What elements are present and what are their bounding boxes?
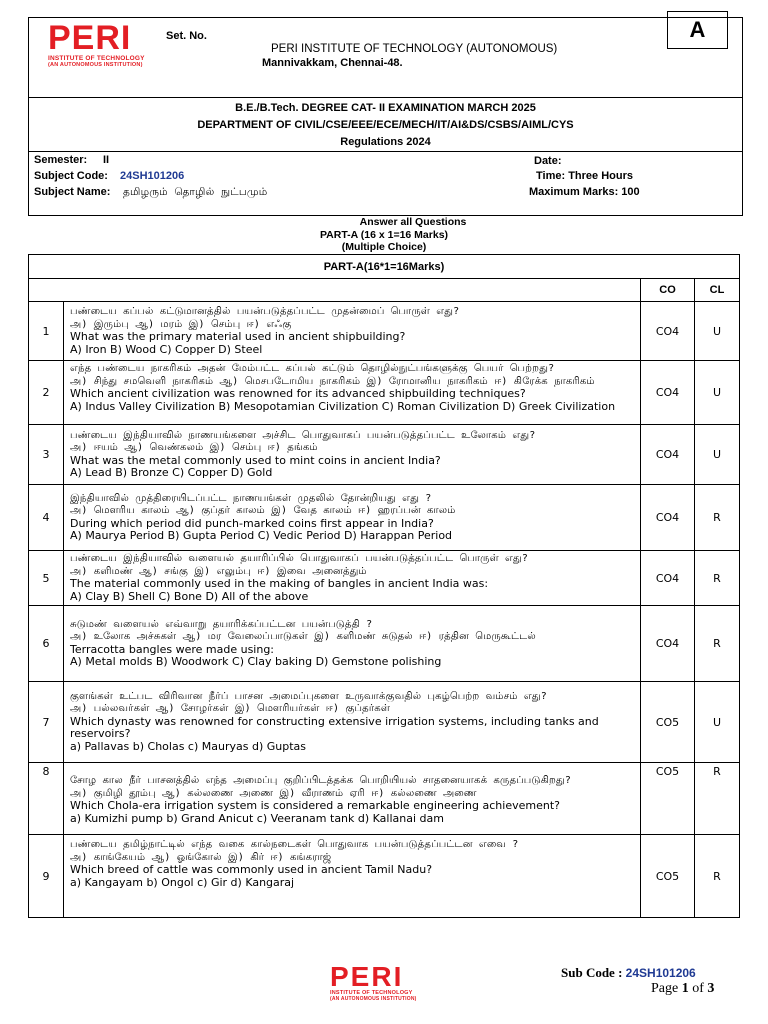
table-row	[29, 606, 740, 682]
co-value: CO5	[641, 682, 695, 763]
header-divider	[28, 151, 743, 152]
tamil-question: பண்டைய இந்தியாவில் வளையல் தயாரிப்பில் பொதுவாகப் பயன்படுத்தப்பட்ட பொருள் எது?	[70, 553, 529, 564]
max-marks-label: Maximum Marks: 100	[529, 186, 640, 198]
question-number: 7	[29, 682, 64, 763]
co-value: CO4	[641, 485, 695, 551]
english-question: The material commonly used in the making of bangles in ancient India was:	[70, 577, 489, 590]
tamil-options: அ) களிமண் ஆ) சங்கு இ) எலும்பு ஈ) இவை அனைத்தும்	[70, 565, 367, 577]
semester-value: II	[103, 154, 110, 166]
co-value: CO4	[641, 606, 695, 682]
logo-subtitle: INSTITUTE OF TECHNOLOGY	[330, 990, 413, 996]
tamil-question: எந்த பண்டைய நாகரிகம் அதன் மேம்பட்ட கப்பல் கட்டும் தொழில்நுட்பங்களுக்கு பெயர் பெற்றது?	[70, 363, 555, 374]
page-indicator	[651, 981, 714, 997]
subject-name-label: Subject Name:	[34, 186, 111, 198]
sub-code-label: Sub Code :	[561, 965, 626, 980]
english-options: A) Indus Valley Civilization B) Mesopotamian Civilization C) Roman Civilization D) Greek Civilization	[70, 399, 616, 413]
logo-wordmark: PERI	[330, 961, 404, 992]
set-letter-box: A	[667, 11, 728, 49]
question-number: 9	[29, 835, 64, 918]
english-question: During which period did punch-marked coins first appear in India?	[70, 516, 434, 530]
tamil-question: பண்டைய தமிழ்நாட்டில் எந்த வகை கால்நடைகள் பொதுவாக பயன்படுத்தப்பட்டன எவை ?	[70, 839, 519, 850]
question-number: 8	[29, 763, 64, 835]
cl-value: U	[695, 361, 740, 425]
subject-code-value: 24SH101206	[120, 170, 185, 182]
set-no-label: Set. No.	[166, 30, 207, 42]
logo-subtitle: INSTITUTE OF TECHNOLOGY	[48, 55, 145, 62]
co-value: CO5	[641, 835, 695, 918]
tamil-question: இந்தியாவில் முத்திரையிடப்பட்ட நாணயங்கள் முதலில் தோன்றியது எது ?	[70, 492, 432, 504]
table-row	[29, 763, 740, 835]
question-number: 2	[29, 361, 64, 425]
cl-value: R	[695, 835, 740, 918]
english-question: Which ancient civilization was renowned for its advanced shipbuilding techniques?	[70, 387, 526, 400]
questions-table	[28, 254, 740, 918]
page-total: 3	[707, 981, 715, 996]
tamil-options: அ) சிந்து சமவெளி நாகரிகம் ஆ) மெசபடோமிய நாகரிகம் இ) ரோமானிய நாகரிகம் ஈ) கிரேக்க நாகரிகம்	[70, 375, 595, 387]
page-number: 1	[681, 981, 689, 996]
subject-code-label: Subject Code:	[34, 170, 108, 182]
question-number: 6	[29, 606, 64, 682]
tamil-question: பண்டைய கப்பல் கட்டுமானத்தில் பயன்படுத்தப்பட்ட முதன்மைப் பொருள் எது?	[70, 306, 460, 317]
table-title: PART-A(16*1=16Marks)	[29, 255, 740, 279]
table-title-row	[29, 255, 740, 279]
tamil-question: சோழ கால நீர் பாசனத்தில் எந்த அமைப்பு குறிப்பிடத்தக்க பொறியியல் சாதனையாகக் கருதப்படுகிறது?	[70, 775, 572, 786]
question-number: 3	[29, 425, 64, 485]
tamil-options: அ) ஈயம் ஆ) வெண்கலம் இ) செம்பு ஈ) தங்கம்	[70, 442, 318, 453]
logo-tagline: (AN AUTONOMOUS INSTITUTION)	[48, 62, 143, 68]
instruction-line: Answer all Questions	[359, 216, 467, 228]
tamil-options: அ) காங்கேயம் ஆ) ஓங்கோல் இ) கிர் ஈ) கங்கராஜ்	[70, 851, 332, 863]
table-row	[29, 485, 740, 551]
english-options: a) Pallavas b) Cholas c) Mauryas d) Guptas	[70, 739, 306, 753]
question-cell	[64, 682, 641, 763]
date-label: Date:	[534, 155, 562, 167]
english-options: a) Kangayam b) Ongol c) Gir d) Kangaraj	[70, 875, 295, 889]
col-header-co: CO	[641, 279, 695, 302]
question-cell	[64, 425, 641, 485]
cl-value: R	[695, 606, 740, 682]
logo-tagline: (AN AUTONOMOUS INSTITUTION)	[330, 996, 417, 1002]
cl-value: R	[695, 763, 740, 835]
institute-name: PERI INSTITUTE OF TECHNOLOGY (AUTONOMOUS)	[271, 43, 558, 55]
co-value: CO4	[641, 425, 695, 485]
sub-code-value: 24SH101206	[625, 966, 696, 980]
english-options: A) Iron B) Wood C) Copper D) Steel	[70, 342, 263, 356]
time-label: Time: Three Hours	[536, 170, 633, 182]
table-header-row	[29, 279, 740, 302]
question-type: (Multiple Choice)	[341, 241, 427, 253]
question-cell	[64, 302, 641, 361]
footer-logo	[330, 961, 417, 1002]
table-header-blank	[29, 279, 641, 302]
department-line: DEPARTMENT OF CIVIL/CSE/EEE/ECE/MECH/IT/AI&DS/CSBS/AIML/CYS	[197, 119, 574, 131]
tamil-question: குளங்கள் உட்பட விரிவான நீர்ப் பாசன அமைப்புகளை உருவாக்குவதில் புகழ்பெற்ற வம்சம் எது?	[70, 690, 547, 702]
tamil-options: அ) இரும்பு ஆ) மரம் இ) செம்பு ஈ) எஃகு	[70, 318, 292, 330]
tamil-options: அ) பல்லவர்கள் ஆ) சோழர்கள் இ) மௌரியர்கள் ஈ) குப்தர்கள்	[70, 703, 391, 715]
question-cell	[64, 361, 641, 425]
table-row	[29, 551, 740, 606]
page-prefix: Page	[651, 981, 682, 996]
tamil-options: அ) உலோக அச்சுகள் ஆ) மர வேலைப்பாடுகள் இ) களிமண் சுடுதல் ஈ) ரத்தின மெருகூட்டல்	[70, 631, 536, 642]
english-options: a) Kumizhi pump b) Grand Anicut c) Veeranam tank d) Kallanai dam	[70, 811, 444, 825]
english-question: Which breed of cattle was commonly used in ancient Tamil Nadu?	[70, 863, 433, 876]
page-of: of	[688, 981, 708, 996]
english-options: A) Clay B) Shell C) Bone D) All of the above	[70, 589, 309, 603]
header-divider	[28, 97, 743, 98]
english-question: What was the primary material used in ancient shipbuilding?	[70, 330, 406, 343]
english-question: Which dynasty was renowned for constructing extensive irrigation systems, including tanks and reservoirs?	[70, 714, 599, 741]
english-question: Terracotta bangles were made using:	[70, 642, 275, 656]
english-options: A) Metal molds B) Woodwork C) Clay baking D) Gemstone polishing	[70, 655, 442, 668]
tamil-options: அ) மௌரிய காலம் ஆ) குப்தர் காலம் இ) வேத காலம் ஈ) ஹரப்பன் காலம்	[70, 505, 456, 516]
footer-subject-code	[561, 965, 696, 981]
regulations-line: Regulations 2024	[340, 136, 431, 148]
part-a-heading: PART-A (16 x 1=16 Marks)	[319, 229, 449, 241]
english-question: What was the metal commonly used to mint coins in ancient India?	[70, 453, 441, 467]
semester-label: Semester:	[34, 154, 88, 166]
english-options: A) Lead B) Bronze C) Copper D) Gold	[70, 466, 273, 479]
co-value: CO4	[641, 551, 695, 606]
question-number: 1	[29, 302, 64, 361]
cl-value: R	[695, 485, 740, 551]
english-question: Which Chola-era irrigation system is considered a remarkable engineering achievement?	[70, 799, 560, 812]
tamil-question: சுடுமண் வளையல் எவ்வாறு தயாரிக்கப்பட்டன பயன்படுத்தி ?	[70, 618, 373, 630]
question-number: 5	[29, 551, 64, 606]
question-cell	[64, 606, 641, 682]
exam-title: B.E./B.Tech. DEGREE CAT- II EXAMINATION MARCH 2025	[235, 102, 536, 114]
table-row	[29, 682, 740, 763]
tamil-options: அ) குமிழி தூம்பு ஆ) கல்லணை அணை இ) வீராணம் ஏரி ஈ) கல்லணை அணை	[70, 787, 477, 799]
cl-value: U	[695, 302, 740, 361]
subject-name-value: தமிழரும் தொழில் நுட்பமும்	[123, 186, 268, 198]
question-cell	[64, 835, 641, 918]
table-row	[29, 302, 740, 361]
co-value: CO4	[641, 361, 695, 425]
question-cell	[64, 551, 641, 606]
table-row	[29, 835, 740, 918]
question-cell	[64, 485, 641, 551]
table-row	[29, 361, 740, 425]
question-cell	[64, 763, 641, 835]
question-number: 4	[29, 485, 64, 551]
co-value: CO4	[641, 302, 695, 361]
cl-value: U	[695, 425, 740, 485]
tamil-question: பண்டைய இந்தியாவில் நாணயங்களை அச்சிட பொதுவாகப் பயன்படுத்தப்பட்ட உலோகம் எது?	[70, 429, 536, 441]
cl-value: U	[695, 682, 740, 763]
cl-value: R	[695, 551, 740, 606]
institute-address: Mannivakkam, Chennai-48.	[262, 57, 403, 69]
table-row	[29, 425, 740, 485]
col-header-cl: CL	[695, 279, 740, 302]
co-value: CO5	[641, 763, 695, 835]
institute-logo	[48, 19, 145, 68]
english-options: A) Maurya Period B) Gupta Period C) Vedic Period D) Harappan Period	[70, 529, 453, 542]
logo-wordmark: PERI	[48, 19, 132, 57]
